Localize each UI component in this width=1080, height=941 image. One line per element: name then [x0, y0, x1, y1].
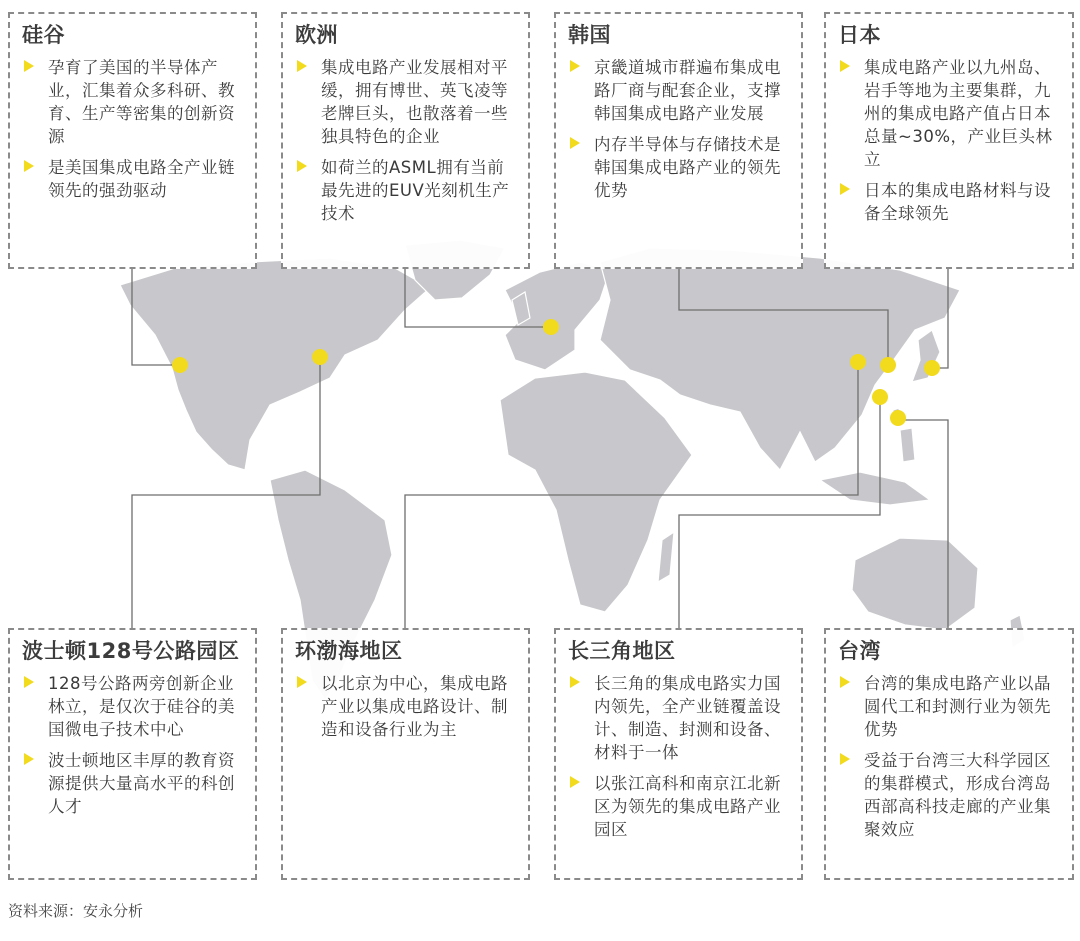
region-bullet: 128号公路两旁创新企业林立，是仅次于硅谷的美国微电子技术中心	[22, 672, 243, 741]
north-america-landmass	[120, 258, 430, 470]
region-title: 欧洲	[295, 23, 338, 47]
region-title: 日本	[838, 23, 881, 47]
bullet-arrow-icon	[24, 753, 34, 765]
marker-japan	[924, 360, 940, 376]
bullet-arrow-icon	[24, 60, 34, 72]
region-bullet: 波士顿地区丰厚的教育资源提供大量高水平的科创人才	[22, 749, 243, 818]
region-title: 硅谷	[22, 23, 65, 47]
region-box-boston-route-128	[8, 628, 257, 880]
madagascar-landmass	[658, 532, 674, 582]
bullet-arrow-icon	[570, 60, 580, 72]
marker-europe	[543, 319, 559, 335]
philippines-landmass	[900, 428, 915, 462]
indonesia-landmass	[820, 472, 930, 505]
bullet-arrow-icon	[570, 776, 580, 788]
marker-silicon-valley	[172, 357, 188, 373]
bullet-arrow-icon	[24, 160, 34, 172]
bullet-arrow-icon	[840, 183, 850, 195]
region-box-europe	[281, 12, 530, 269]
region-bullet: 受益于台湾三大科学园区的集群模式，形成台湾岛西部高科技走廊的产业集聚效应	[838, 749, 1060, 841]
region-box-silicon-valley	[8, 12, 257, 269]
region-bullet: 长三角的集成电路实力国内领先，全产业链覆盖设计、制造、封测和设备、材料于一体	[568, 672, 789, 764]
region-box-japan	[824, 12, 1074, 269]
bullet-arrow-icon	[297, 60, 307, 72]
region-bullet: 内存半导体与存储技术是韩国集成电路产业的领先优势	[568, 133, 789, 202]
bullet-arrow-icon	[297, 676, 307, 688]
marker-yangtze	[872, 389, 888, 405]
source-note: 资料来源：安永分析	[8, 902, 144, 920]
region-box-bohai	[281, 628, 530, 880]
bullet-arrow-icon	[24, 676, 34, 688]
bullet-arrow-icon	[570, 676, 580, 688]
region-bullet: 日本的集成电路材料与设备全球领先	[838, 179, 1060, 225]
marker-taiwan	[890, 410, 906, 426]
region-bullet: 集成电路产业发展相对平缓，拥有博世、英飞凌等老牌巨头，也散落着一些独具特色的企业	[295, 56, 516, 148]
region-bullet: 是美国集成电路全产业链领先的强劲驱动	[22, 156, 243, 202]
marker-korea	[880, 357, 896, 373]
bullet-arrow-icon	[840, 753, 850, 765]
marker-bohai	[850, 354, 866, 370]
bullet-arrow-icon	[570, 137, 580, 149]
region-bullet: 孕育了美国的半导体产业，汇集着众多科研、教育、生产等密集的创新资源	[22, 56, 243, 148]
region-bullet: 以北京为中心，集成电路产业以集成电路设计、制造和设备行业为主	[295, 672, 516, 741]
bullet-arrow-icon	[840, 60, 850, 72]
region-bullet: 以张江高科和南京江北新区为领先的集成电路产业园区	[568, 772, 789, 841]
region-bullet: 集成电路产业以九州岛、岩手等地为主要集群，九州的集成电路产值占日本总量~30%，产业巨头林立	[838, 56, 1060, 171]
region-title: 长三角地区	[568, 639, 676, 663]
region-bullet: 京畿道城市群遍布集成电路厂商与配套企业，支撑韩国集成电路产业发展	[568, 56, 789, 125]
region-title: 波士顿128号公路园区	[22, 639, 240, 663]
region-bullet: 如荷兰的ASML拥有当前最先进的EUV光刻机生产技术	[295, 156, 516, 225]
region-box-taiwan	[824, 628, 1074, 880]
region-box-korea	[554, 12, 803, 269]
bullet-arrow-icon	[297, 160, 307, 172]
region-title: 台湾	[838, 639, 881, 663]
region-title: 韩国	[568, 23, 611, 47]
region-bullet: 台湾的集成电路产业以晶圆代工和封测行业为领先优势	[838, 672, 1060, 741]
bullet-arrow-icon	[840, 676, 850, 688]
marker-boston	[312, 349, 328, 365]
region-title: 环渤海地区	[295, 639, 403, 663]
region-box-yangtze-delta	[554, 628, 803, 880]
australia-landmass	[852, 538, 978, 630]
